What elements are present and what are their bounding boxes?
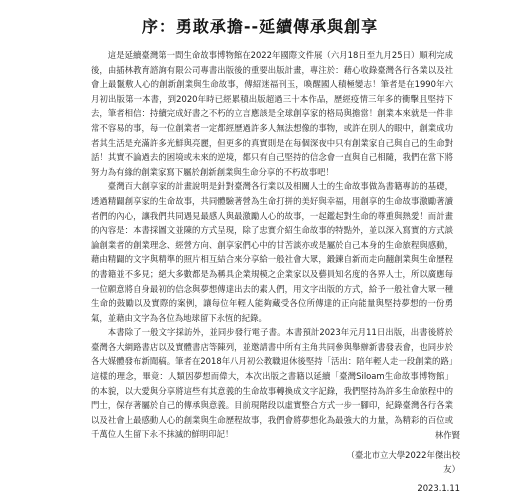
preface-body <box>91 48 453 442</box>
page-title: 序：勇敢承擔--延續傳承與創享 <box>141 17 379 36</box>
author-affiliation: （臺北市立大學2022年傑出校友） <box>346 449 460 475</box>
paragraph-2: 臺灣百大創享家的計畫說明是針對臺灣各行業以及相關人士的生命故事做為書籍專訪的基礎，透過精闢創享家的生命故事，共同體驗著營為生命打拼的美好與幸福，用創享的生命故事激勵著讀者們的內心，讓我們共同遇見最感人與最激勵人心的故事，一起鑑起對生命的尊重與熱愛！而計畫的內容是：本書採圖文並陳的方式呈現，除了忠實介紹生命故事的特點外，並以深入寫實的方式談論創業者的創業理念、經營方向、創享家們心中的甘苦談亦或是屬於自己本身的生命旅程與感動，藉由精闢的文字與精準的照片相互結合來分享給一般社會大眾，鍛鍊自新而走向翻創業與生命歷程的書籍並不多見；絕大多數都是為稱具企業規模之企業家以及藝員知名度的各界人士，所以廣應每一位願意將自身最初的信念與夢想傳達出去的素人們，用文字出版的方式，給予一般社會大眾一種生命的鼓勵以及實際的案例，讓每位年輕人能夠藏受各位所傳達的正向能量與堅持夢想的一份勇氣，並藉由文字為各位為地球留下永恆的紀錄。 <box>91 181 453 323</box>
signature-block <box>340 428 460 495</box>
paragraph-1: 這是延續臺灣第一間生命故事博物館在2022年國際文件展（六月18日至九月25日）順利完成後，由插林教育諮詢有限公司專書出版後的重要出版計畫，專注於：藉心收錄臺灣各行各業以及社會上最鬣敷人心的創新創業與生命故事，傳紹迷福刊玉，喚醒國人積極變志！筆者是在1990年六月初出版第一本書，到2020年時已經累積出版超過三十本作品，歷經疫情三年多的衝擊且堅持下去，筆者相信：持續完成好書之不朽的立言應該是全球創享家的格局與擔當！創業本來就是一件非常不容易的事，每一位創業者一定都經歷過許多人無法想像的事物，或許在別人的眼中，創業成功者其生活是充滿許多光鮮與亮麗，但更多的真實則是在每個深夜中只有創業家自己與自己的生命對話！其實不論過去的困境或未來的逆境，都只有自己堅持的信念會一直與自己相隨，我們在當下將努力為有緣的創業家寫下屬於創新創業與生命分享的不朽故事吧！ <box>91 50 453 177</box>
author-name: 林作賢 <box>434 430 460 440</box>
paragraph-3: 本書除了一般文字採訪外，並同步發行電子書。本書預計2023年元月11日出版，出書後將於臺灣各大網路書店以及實體書店等陳列，並邀請書中所有主角共同參與舉辦新書發表會，也同步於各大媒體發布新聞稿。筆者在2018年八月初公教職退休後堅持「活出：陪年輕人走一段創業的路」這樣的理念，畢竟：人類因夢想而偉大，本次出版之書籍以延續「臺灣Siloam生命故事博物館」的本貌，以大愛與分享將這些有其意義的生命故事轉換成文字記錄，我們堅持為許多生命旅程中的門士，保存著屬於自己的傳承與意義。目前現階段以虛實整合方式一步一腳印，紀錄臺灣各行各業以及社會上最感動人心的創業與生命歷程故事，我們會將夢想化為最強大的力量，為精彩的百位或千萬位人生留下永不抹滅的鮮明印記！ <box>91 327 453 440</box>
signature-date: 2023.1.11 <box>417 482 460 493</box>
